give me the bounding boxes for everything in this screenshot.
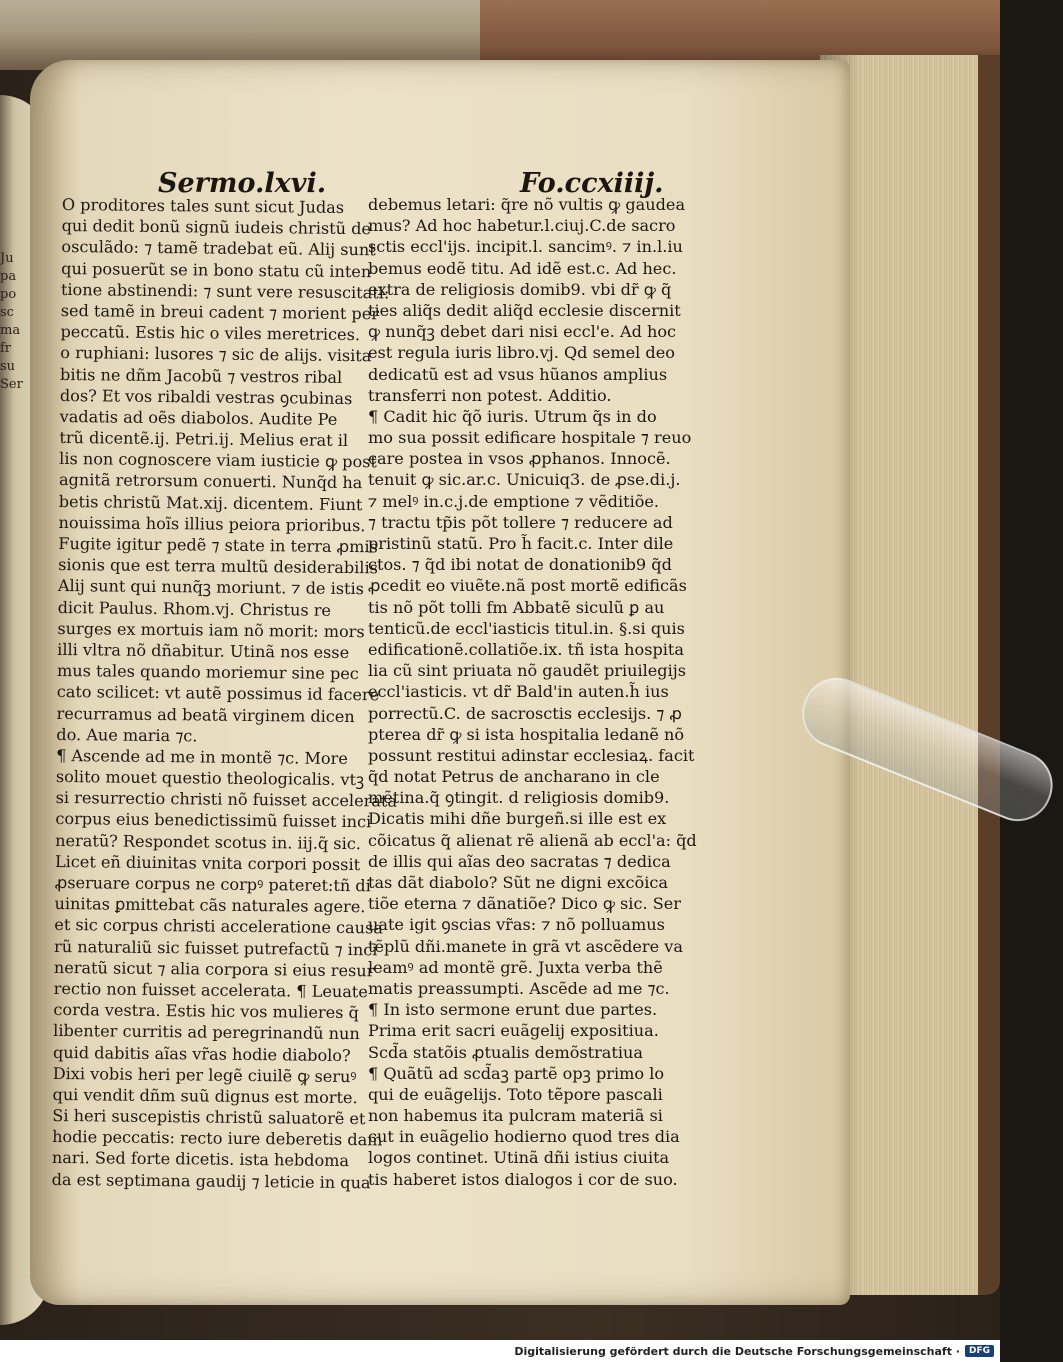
text-line: tas dãt diabolo? Sũt ne digni excõica: [368, 873, 668, 892]
fragment-line: Ser: [0, 377, 23, 392]
text-line: betis christũ Mat.xij. dicentem. Fiunt: [58, 491, 363, 514]
text-line: Si heri suscepistis christũ saluatorẽ et: [52, 1106, 366, 1129]
text-line: rectio non fuisset accelerata. ¶ Leuate: [53, 978, 368, 1002]
text-line: quid dabitis aĩas vr̃as hodie diabolo?: [52, 1042, 351, 1065]
text-line: eccl'iasticis. vt dr̃ Bald'in auten.h̃ ius: [368, 682, 669, 702]
text-line: de illis qui aĩas deo sacratas ⁊ dedica: [368, 851, 671, 871]
text-line: mus? Ad hoc habetur.l.ciuj.C.de sacro: [368, 216, 676, 236]
text-line: sed tamẽ in breui cadent ⁊ morient per: [60, 300, 380, 324]
text-line: et sic corpus christi acceleratione causa: [54, 915, 383, 938]
dfg-logo: DFG: [965, 1345, 994, 1357]
text-line: ¶ In isto sermone erunt due partes.: [368, 1000, 658, 1020]
text-line: nouissima hoĩs illius peiora prioribus.: [58, 512, 366, 536]
text-line: uinitas ꝑmittebat cãs naturales agere.: [54, 894, 366, 917]
text-line: Dixi vobis heri per legẽ ciuilẽ ꝙ seruꝰ: [52, 1063, 357, 1086]
text-line: libenter curritis ad peregrinandũ nun: [53, 1021, 360, 1044]
text-line: O proditores tales sunt sicut Judas: [61, 194, 345, 217]
text-line: lis non cognoscere viam iusticie ꝙ post: [59, 449, 378, 472]
text-line: uate igit ꝯscias vr̃as: ⁊ nõ polluamus: [368, 915, 665, 935]
text-line: solito mouet questio theologicalis. vtꝫ: [55, 767, 365, 790]
text-column-left: [51, 194, 398, 1193]
text-line: q̃d notat Petrus de ancharano in cle: [368, 767, 660, 787]
text-line: ꝓseruare corpus ne corpꝰ pateret:tñ di: [54, 872, 371, 896]
text-line: tis haberet istos dialogos i cor de suo.: [368, 1169, 678, 1189]
fragment-line: po: [0, 287, 17, 302]
text-line: do. Aue maria ⁊c.: [56, 724, 198, 746]
text-line: transferri non potest. Additio.: [368, 385, 612, 405]
text-line: corda vestra. Estis hic vos mulieres q̃: [53, 1000, 359, 1023]
text-line: pterea dr̃ ꝙ si ista hospitalia ledanẽ nõ: [368, 724, 685, 744]
text-line: neratũ? Respondet scotus in. iij.q̃ sic.: [55, 830, 362, 853]
text-line: dicit Paulus. Rhom.vj. Christus re: [57, 597, 332, 620]
text-line: tis nõ põt tolli fm Abbatẽ siculũ ꝑ au: [368, 597, 665, 617]
text-line: non habemus ita pulcram materiã si: [368, 1106, 663, 1126]
text-line: qui vendit dñm suũ dignus est morte.: [52, 1084, 358, 1108]
text-line: extra de religiosis domib9. vbi dr̃ ꝙ q̃: [368, 279, 672, 299]
text-line: mus tales quando moriemur sine pec: [56, 661, 359, 684]
fragment-line: su: [0, 359, 16, 374]
text-line: tenticũ.de eccl'iasticis titul.in. §.si quis: [368, 618, 685, 638]
text-line: ¶ Quãtũ ad scd̃aꝫ partẽ opꝫ primo lo: [368, 1063, 665, 1083]
text-line: agnitã retrorsum conuerti. Nunq̃d ha: [58, 470, 363, 493]
running-head-left: Sermo.lxvi.: [158, 168, 327, 199]
text-line: Dicatis mihi dñe burgeñ.si ille est ex: [368, 809, 667, 829]
text-line: matis preassumpti. Ascẽde ad me ⁊c.: [368, 978, 670, 998]
text-line: Prima erit sacri euãgelij expositiua.: [368, 1021, 659, 1041]
text-line: Fugite igitur pedẽ ⁊ state in terra ꝓmis: [58, 533, 378, 557]
text-line: tiõe eterna ⁊ dãnatiõe? Dico ꝙ sic. Ser: [368, 894, 681, 914]
text-line: Scd̃a statõis ꝓtualis demõstratiua: [368, 1042, 643, 1062]
previous-page-fragment: [0, 250, 23, 394]
text-line: vadatis ad oẽs diabolos. Audite Pe: [59, 406, 338, 429]
text-line: pristinũ statũ. Pro h̃ facit.c. Inter dile: [368, 534, 674, 553]
text-line: ⁊ tractu tp̃is põt tollere ⁊ reducere ad: [368, 512, 673, 532]
text-line: qui dedit bonũ signũ iudeis christũ de: [61, 216, 372, 239]
text-line: ¶ Ascende ad me in montẽ ⁊c. More: [56, 745, 348, 768]
text-line: ¶ Cadit hic q̃õ iuris. Utrum q̃s in do: [368, 406, 657, 426]
text-line: dos? Et vos ribaldi vestras ꝯcubinas: [59, 385, 353, 408]
text-line: tenuit ꝙ sic.ar.c. Unicuiq3. de ꝓse.di.j.: [368, 470, 681, 490]
text-line: bitis ne dñm Jacobũ ⁊ vestros ribal: [60, 364, 343, 387]
text-line: ⁊ melꝰ in.c.j.de emptione ⁊ vẽditiõe.: [368, 491, 660, 511]
text-line: trũ dicentẽ.ij. Petri.ij. Melius erat il: [59, 428, 349, 451]
text-line: tẽplũ dñi.manete in grã vt ascẽdere va: [368, 936, 683, 956]
text-line: sctis eccl'ijs. incipit.l. sancimꝰ. ⁊ in.l.iu: [368, 237, 683, 257]
fragment-line: pa: [0, 269, 17, 284]
text-line: hodie peccatis: recto iure deberetis dam: [52, 1127, 383, 1150]
text-line: possunt restitui adinstar ecclesiaꝝ. facit: [368, 745, 695, 765]
text-line: osculãdo: ⁊ tamẽ tradebat eũ. Alij sunt: [61, 237, 376, 260]
text-line: peccatũ. Estis hic o viles meretrices.: [60, 322, 361, 345]
text-line: corpus eius benedictissimũ fuisset inci: [55, 809, 372, 832]
fragment-line: sc: [0, 305, 14, 320]
text-column-right: [368, 194, 697, 1190]
text-line: qui de euãgelijs. Toto tẽpore pascali: [368, 1084, 663, 1104]
text-line: edificationẽ.collatiõe.ix. tñ ista hospita: [368, 639, 684, 659]
text-line: ꝓcedit eo viuẽte.nã post mortẽ edificãs: [368, 576, 687, 596]
text-line: care postea in vsos ꝓphanos. Innocẽ.: [368, 449, 671, 469]
text-line: ꝙ nunq̃ꝫ debet dari nisi eccl'e. Ad hoc: [368, 322, 677, 342]
text-line: Licet eñ diuinitas vnita corpori possit: [54, 851, 361, 874]
text-line: da est septimana gaudij ⁊ leticie in qua: [51, 1169, 371, 1192]
fragment-line: fr: [0, 341, 12, 356]
text-line: leamꝰ ad montẽ grẽ. Juxta verba thẽ: [368, 957, 663, 977]
fragment-line: ma: [0, 323, 21, 338]
text-line: nari. Sed forte dicetis. ista hebdoma: [51, 1148, 350, 1171]
text-line: o ruphiani: lusores ⁊ sic de alijs. visita: [60, 343, 372, 366]
text-line: si resurrectio christi nõ fuisset accelerata: [55, 788, 398, 811]
text-line: est regula iuris libro.vj. Qd semel deo: [368, 343, 675, 363]
text-line: sionis que est terra multũ desiderabilis: [58, 555, 379, 578]
text-line: surges ex mortuis iam nõ morit: mors: [57, 618, 365, 641]
footer-credit: Digitalisierung gefördert durch die Deutsche Forschungsgemeinschaft ·: [514, 1344, 960, 1358]
text-line: bemus eodẽ titu. Ad idẽ est.c. Ad hec.: [368, 258, 677, 278]
text-line: tione abstinendi: ⁊ sunt vere resuscitati:: [60, 279, 390, 303]
text-line: recurramus ad beatã virginem dicen: [56, 703, 355, 726]
text-line: debemus letari: q̃re nõ vultis ꝙ gaudea: [368, 195, 686, 214]
text-line: illi vltra nõ dñabitur. Utinã nos esse: [57, 639, 350, 662]
text-line: lia cũ sint priuata nõ gaudẽt priuilegijs: [368, 661, 687, 681]
fragment-line: Ju: [0, 251, 14, 266]
text-line: mo sua possit edificare hospitale ⁊ reuo: [368, 428, 692, 448]
text-line: qui posuerũt se in bono statu cũ inten: [61, 258, 372, 281]
text-line: neratũ sicut ⁊ alia corpora si eius resur: [53, 957, 375, 981]
text-line: ctos. ⁊ q̃d ibi notat de donationib9 q̃d: [368, 555, 672, 575]
folio-number: Fo.ccxiiij.: [520, 168, 664, 199]
text-line: Alij sunt qui nunq̃ꝫ moriunt. ⁊ de istis: [57, 576, 365, 599]
footer-bar: [0, 1340, 1000, 1362]
text-line: ties aliq̃s dedit aliq̃d ecclesie discernit: [368, 300, 681, 320]
text-line: dedicatũ est ad vsus hũanos amplius: [368, 364, 668, 384]
text-line: cato scilicet: vt autẽ possimus id facere: [56, 682, 380, 705]
text-line: cut in euãgelio hodierno quod tres dia: [368, 1127, 680, 1147]
text-line: rũ naturaliũ sic fuisset putrefactũ ⁊ inci: [54, 936, 378, 959]
text-line: logos continet. Utinã dñi istius ciuita: [368, 1148, 670, 1168]
text-line: cõicatus q̃ alienat rẽ alienã ab eccl'a: q̃d: [368, 830, 697, 850]
text-line: mẽtina.q̃ ꝯtingit. d religiosis domib9.: [368, 788, 670, 808]
text-line: porrectũ.C. de sacrosctis ecclesijs. ⁊ ꝓ: [368, 703, 682, 723]
